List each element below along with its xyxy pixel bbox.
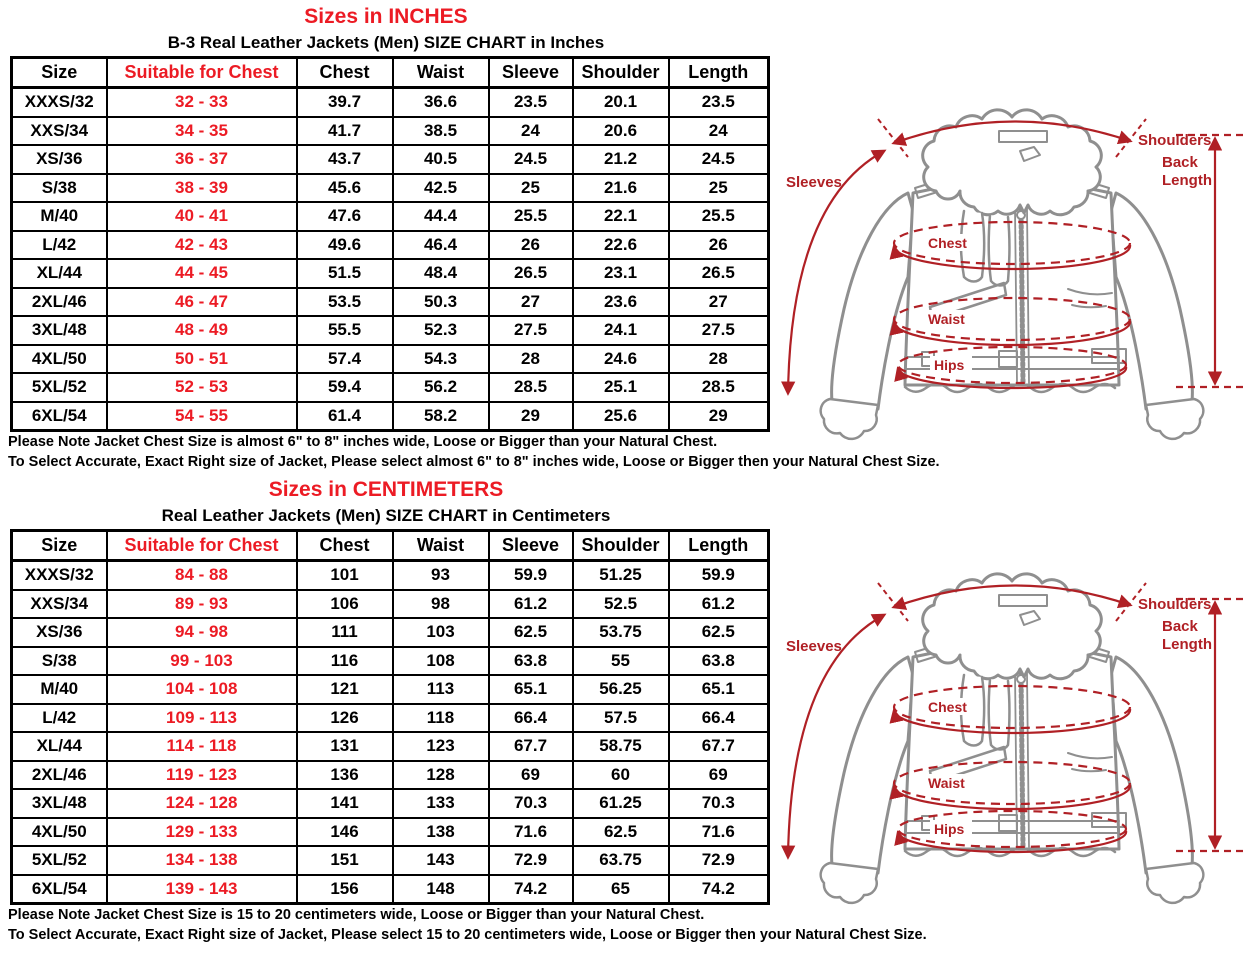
table-row bbox=[12, 288, 769, 317]
chest-label: Chest bbox=[928, 235, 967, 251]
table-row bbox=[12, 675, 769, 704]
table-row bbox=[12, 145, 769, 174]
col-header-shoulder: Shoulder bbox=[573, 531, 669, 561]
table-row bbox=[12, 402, 769, 431]
measure-cell: 25.6 bbox=[573, 402, 669, 431]
size-cell: S/38 bbox=[12, 174, 107, 203]
col-header-sleeve: Sleeve bbox=[489, 531, 573, 561]
measure-cell: 71.6 bbox=[489, 818, 573, 847]
table-row bbox=[12, 590, 769, 619]
col-header-size: Size bbox=[12, 58, 107, 88]
back-length-label-2: Length bbox=[1162, 172, 1212, 189]
table-row bbox=[12, 561, 769, 590]
size-cell: 3XL/48 bbox=[12, 316, 107, 345]
table-row bbox=[12, 373, 769, 402]
table-row bbox=[12, 732, 769, 761]
col-header-waist: Waist bbox=[393, 531, 489, 561]
hips-label: Hips bbox=[934, 821, 965, 837]
measure-cell: 146 bbox=[297, 818, 393, 847]
measure-cell: 108 bbox=[393, 647, 489, 676]
col-header-sleeve: Sleeve bbox=[489, 58, 573, 88]
suitable-chest-cell: 38 - 39 bbox=[107, 174, 297, 203]
size-cell: XXXS/32 bbox=[12, 88, 107, 117]
suitable-chest-cell: 104 - 108 bbox=[107, 675, 297, 704]
inches-subtitle: B-3 Real Leather Jackets (Men) SIZE CHART in Inches bbox=[167, 33, 605, 52]
measure-cell: 93 bbox=[393, 561, 489, 590]
measure-cell: 24 bbox=[669, 117, 769, 146]
size-cell: 2XL/46 bbox=[12, 761, 107, 790]
measure-cell: 98 bbox=[393, 590, 489, 619]
suitable-chest-cell: 40 - 41 bbox=[107, 202, 297, 231]
measure-cell: 74.2 bbox=[489, 875, 573, 904]
measure-cell: 28.5 bbox=[489, 373, 573, 402]
measure-cell: 23.5 bbox=[489, 88, 573, 117]
cm-note-1: Please Note Jacket Chest Size is 15 to 20 centimeters wide, Loose or Bigger than your Natural Chest. bbox=[8, 907, 705, 923]
suitable-chest-cell: 32 - 33 bbox=[107, 88, 297, 117]
measure-cell: 27.5 bbox=[669, 316, 769, 345]
jacket-measurement-diagram bbox=[772, 557, 1247, 909]
measure-cell: 65 bbox=[573, 875, 669, 904]
cm-note-2: To Select Accurate, Exact Right size of Jacket, Please select 15 to 20 centimeters wide, Loose or Bigger then your Natural Chest Size. bbox=[8, 927, 927, 943]
back-length-label-2: Length bbox=[1162, 636, 1212, 653]
suitable-chest-cell: 34 - 35 bbox=[107, 117, 297, 146]
measure-cell: 23.6 bbox=[573, 288, 669, 317]
table-row bbox=[12, 704, 769, 733]
col-header-length: Length bbox=[669, 531, 769, 561]
measure-cell: 65.1 bbox=[489, 675, 573, 704]
measure-cell: 20.6 bbox=[573, 117, 669, 146]
inches-title: Sizes in INCHES bbox=[304, 5, 468, 28]
measure-cell: 24.5 bbox=[669, 145, 769, 174]
size-cell: 3XL/48 bbox=[12, 789, 107, 818]
measure-cell: 70.3 bbox=[669, 789, 769, 818]
table-header-row bbox=[12, 531, 769, 561]
suitable-chest-cell: 119 - 123 bbox=[107, 761, 297, 790]
measure-cell: 58.2 bbox=[393, 402, 489, 431]
table-row bbox=[12, 761, 769, 790]
measure-cell: 138 bbox=[393, 818, 489, 847]
table-row bbox=[12, 789, 769, 818]
measure-cell: 51.5 bbox=[297, 259, 393, 288]
measure-cell: 74.2 bbox=[669, 875, 769, 904]
measure-cell: 121 bbox=[297, 675, 393, 704]
measure-cell: 67.7 bbox=[669, 732, 769, 761]
suitable-chest-cell: 139 - 143 bbox=[107, 875, 297, 904]
measure-cell: 61.25 bbox=[573, 789, 669, 818]
measure-cell: 25.5 bbox=[669, 202, 769, 231]
size-cell: XXS/34 bbox=[12, 590, 107, 619]
size-cell: M/40 bbox=[12, 675, 107, 704]
measure-cell: 42.5 bbox=[393, 174, 489, 203]
measure-cell: 27.5 bbox=[489, 316, 573, 345]
measure-cell: 62.5 bbox=[669, 618, 769, 647]
measure-cell: 126 bbox=[297, 704, 393, 733]
measure-cell: 72.9 bbox=[489, 846, 573, 875]
measure-cell: 63.8 bbox=[669, 647, 769, 676]
back-length-label-1: Back bbox=[1162, 618, 1198, 635]
measure-cell: 28 bbox=[669, 345, 769, 374]
measure-cell: 72.9 bbox=[669, 846, 769, 875]
measure-cell: 46.4 bbox=[393, 231, 489, 260]
col-header-size: Size bbox=[12, 531, 107, 561]
measure-cell: 62.5 bbox=[573, 818, 669, 847]
size-cell: XS/36 bbox=[12, 145, 107, 174]
size-cell: XXS/34 bbox=[12, 117, 107, 146]
table-row bbox=[12, 647, 769, 676]
suitable-chest-cell: 129 - 133 bbox=[107, 818, 297, 847]
shoulders-label: Shoulders bbox=[1138, 132, 1212, 149]
measure-cell: 61.2 bbox=[669, 590, 769, 619]
measure-cell: 156 bbox=[297, 875, 393, 904]
measure-cell: 59.9 bbox=[489, 561, 573, 590]
table-row bbox=[12, 202, 769, 231]
measure-cell: 26 bbox=[489, 231, 573, 260]
measure-cell: 20.1 bbox=[573, 88, 669, 117]
suitable-chest-cell: 134 - 138 bbox=[107, 846, 297, 875]
measure-cell: 40.5 bbox=[393, 145, 489, 174]
measure-cell: 61.4 bbox=[297, 402, 393, 431]
measure-cell: 101 bbox=[297, 561, 393, 590]
suitable-chest-cell: 44 - 45 bbox=[107, 259, 297, 288]
measure-cell: 71.6 bbox=[669, 818, 769, 847]
measure-cell: 69 bbox=[489, 761, 573, 790]
measure-cell: 58.75 bbox=[573, 732, 669, 761]
measure-cell: 21.6 bbox=[573, 174, 669, 203]
suitable-chest-cell: 84 - 88 bbox=[107, 561, 297, 590]
measure-cell: 24 bbox=[489, 117, 573, 146]
measure-cell: 26.5 bbox=[489, 259, 573, 288]
measure-cell: 116 bbox=[297, 647, 393, 676]
measure-cell: 44.4 bbox=[393, 202, 489, 231]
measure-cell: 25 bbox=[669, 174, 769, 203]
measure-cell: 55 bbox=[573, 647, 669, 676]
sleeves-label: Sleeves bbox=[786, 638, 842, 655]
suitable-chest-cell: 52 - 53 bbox=[107, 373, 297, 402]
waist-label: Waist bbox=[928, 775, 965, 791]
measure-cell: 26.5 bbox=[669, 259, 769, 288]
measure-cell: 36.6 bbox=[393, 88, 489, 117]
measure-cell: 123 bbox=[393, 732, 489, 761]
measure-cell: 57.4 bbox=[297, 345, 393, 374]
table-row bbox=[12, 259, 769, 288]
measure-cell: 66.4 bbox=[489, 704, 573, 733]
measure-cell: 143 bbox=[393, 846, 489, 875]
measure-cell: 136 bbox=[297, 761, 393, 790]
suitable-chest-cell: 42 - 43 bbox=[107, 231, 297, 260]
sleeves-label: Sleeves bbox=[786, 174, 842, 191]
measure-cell: 151 bbox=[297, 846, 393, 875]
size-chart-inches-table bbox=[10, 56, 770, 432]
shoulders-label: Shoulders bbox=[1138, 596, 1212, 613]
measure-cell: 21.2 bbox=[573, 145, 669, 174]
inches-section bbox=[0, 4, 940, 472]
measure-cell: 128 bbox=[393, 761, 489, 790]
measure-cell: 23.1 bbox=[573, 259, 669, 288]
measure-cell: 133 bbox=[393, 789, 489, 818]
size-cell: M/40 bbox=[12, 202, 107, 231]
measure-cell: 59.9 bbox=[669, 561, 769, 590]
measure-cell: 52.3 bbox=[393, 316, 489, 345]
measure-cell: 62.5 bbox=[489, 618, 573, 647]
waist-label: Waist bbox=[928, 311, 965, 327]
size-cell: 5XL/52 bbox=[12, 846, 107, 875]
measure-cell: 53.75 bbox=[573, 618, 669, 647]
measure-cell: 50.3 bbox=[393, 288, 489, 317]
measure-cell: 49.6 bbox=[297, 231, 393, 260]
chest-label: Chest bbox=[928, 699, 967, 715]
inches-note-1: Please Note Jacket Chest Size is almost 6" to 8" inches wide, Loose or Bigger than your Natural Chest. bbox=[8, 434, 718, 450]
measure-cell: 55.5 bbox=[297, 316, 393, 345]
measure-cell: 47.6 bbox=[297, 202, 393, 231]
measure-cell: 25 bbox=[489, 174, 573, 203]
measure-cell: 70.3 bbox=[489, 789, 573, 818]
measure-cell: 61.2 bbox=[489, 590, 573, 619]
suitable-chest-cell: 46 - 47 bbox=[107, 288, 297, 317]
suitable-chest-cell: 99 - 103 bbox=[107, 647, 297, 676]
inches-note-2: To Select Accurate, Exact Right size of Jacket, Please select almost 6" to 8" inches wide, Loose or Bigger then your Natural Chest Size. bbox=[8, 454, 940, 470]
size-cell: 5XL/52 bbox=[12, 373, 107, 402]
jacket-sketch bbox=[821, 110, 1204, 439]
measure-cell: 53.5 bbox=[297, 288, 393, 317]
size-cell: XL/44 bbox=[12, 259, 107, 288]
col-header-chest: Chest bbox=[297, 531, 393, 561]
measure-cell: 39.7 bbox=[297, 88, 393, 117]
suitable-chest-cell: 36 - 37 bbox=[107, 145, 297, 174]
col-header-shoulder: Shoulder bbox=[573, 58, 669, 88]
measure-cell: 65.1 bbox=[669, 675, 769, 704]
measure-cell: 103 bbox=[393, 618, 489, 647]
measure-cell: 60 bbox=[573, 761, 669, 790]
table-row bbox=[12, 818, 769, 847]
suitable-chest-cell: 89 - 93 bbox=[107, 590, 297, 619]
suitable-chest-cell: 50 - 51 bbox=[107, 345, 297, 374]
measure-cell: 27 bbox=[669, 288, 769, 317]
table-row bbox=[12, 231, 769, 260]
table-row bbox=[12, 875, 769, 904]
back-length-label-1: Back bbox=[1162, 154, 1198, 171]
hips-label: Hips bbox=[934, 357, 965, 373]
suitable-chest-cell: 114 - 118 bbox=[107, 732, 297, 761]
size-cell: XS/36 bbox=[12, 618, 107, 647]
table-row bbox=[12, 88, 769, 117]
measure-cell: 41.7 bbox=[297, 117, 393, 146]
col-header-length: Length bbox=[669, 58, 769, 88]
measure-cell: 59.4 bbox=[297, 373, 393, 402]
size-cell: 6XL/54 bbox=[12, 402, 107, 431]
suitable-chest-cell: 94 - 98 bbox=[107, 618, 297, 647]
size-cell: L/42 bbox=[12, 231, 107, 260]
table-row bbox=[12, 846, 769, 875]
measure-cell: 63.8 bbox=[489, 647, 573, 676]
jacket-sketch bbox=[821, 574, 1204, 903]
table-row bbox=[12, 316, 769, 345]
size-cell: 2XL/46 bbox=[12, 288, 107, 317]
measure-cell: 51.25 bbox=[573, 561, 669, 590]
measure-cell: 29 bbox=[669, 402, 769, 431]
size-cell: 6XL/54 bbox=[12, 875, 107, 904]
cm-subtitle: Real Leather Jackets (Men) SIZE CHART in Centimeters bbox=[161, 506, 611, 525]
measure-cell: 141 bbox=[297, 789, 393, 818]
measure-cell: 56.25 bbox=[573, 675, 669, 704]
size-chart-cm-table bbox=[10, 529, 770, 905]
measure-cell: 111 bbox=[297, 618, 393, 647]
measure-cell: 29 bbox=[489, 402, 573, 431]
measure-cell: 106 bbox=[297, 590, 393, 619]
measure-cell: 28.5 bbox=[669, 373, 769, 402]
measure-cell: 63.75 bbox=[573, 846, 669, 875]
size-cell: 4XL/50 bbox=[12, 345, 107, 374]
measure-cell: 48.4 bbox=[393, 259, 489, 288]
measure-cell: 148 bbox=[393, 875, 489, 904]
table-row bbox=[12, 117, 769, 146]
measure-cell: 24.1 bbox=[573, 316, 669, 345]
measure-cell: 26 bbox=[669, 231, 769, 260]
measure-cell: 25.1 bbox=[573, 373, 669, 402]
measure-cell: 38.5 bbox=[393, 117, 489, 146]
measure-cell: 27 bbox=[489, 288, 573, 317]
measure-cell: 25.5 bbox=[489, 202, 573, 231]
table-row bbox=[12, 345, 769, 374]
col-header-chest: Chest bbox=[297, 58, 393, 88]
size-cell: S/38 bbox=[12, 647, 107, 676]
table-header-row bbox=[12, 58, 769, 88]
suitable-chest-cell: 48 - 49 bbox=[107, 316, 297, 345]
measure-cell: 66.4 bbox=[669, 704, 769, 733]
measure-cell: 23.5 bbox=[669, 88, 769, 117]
col-header-suitable-chest: Suitable for Chest bbox=[107, 531, 297, 561]
measure-cell: 22.1 bbox=[573, 202, 669, 231]
measure-cell: 67.7 bbox=[489, 732, 573, 761]
measure-cell: 52.5 bbox=[573, 590, 669, 619]
measure-cell: 56.2 bbox=[393, 373, 489, 402]
measure-cell: 43.7 bbox=[297, 145, 393, 174]
measure-cell: 45.6 bbox=[297, 174, 393, 203]
measure-cell: 24.6 bbox=[573, 345, 669, 374]
size-cell: L/42 bbox=[12, 704, 107, 733]
measure-cell: 69 bbox=[669, 761, 769, 790]
suitable-chest-cell: 109 - 113 bbox=[107, 704, 297, 733]
suitable-chest-cell: 54 - 55 bbox=[107, 402, 297, 431]
size-cell: XXXS/32 bbox=[12, 561, 107, 590]
measure-cell: 54.3 bbox=[393, 345, 489, 374]
measure-cell: 28 bbox=[489, 345, 573, 374]
measure-cell: 131 bbox=[297, 732, 393, 761]
measure-cell: 22.6 bbox=[573, 231, 669, 260]
cm-title: Sizes in CENTIMETERS bbox=[268, 478, 504, 501]
measure-cell: 118 bbox=[393, 704, 489, 733]
col-header-suitable-chest: Suitable for Chest bbox=[107, 58, 297, 88]
size-cell: XL/44 bbox=[12, 732, 107, 761]
table-row bbox=[12, 618, 769, 647]
col-header-waist: Waist bbox=[393, 58, 489, 88]
size-cell: 4XL/50 bbox=[12, 818, 107, 847]
table-row bbox=[12, 174, 769, 203]
suitable-chest-cell: 124 - 128 bbox=[107, 789, 297, 818]
centimeters-section bbox=[0, 477, 927, 945]
measure-cell: 113 bbox=[393, 675, 489, 704]
measure-cell: 24.5 bbox=[489, 145, 573, 174]
measure-cell: 57.5 bbox=[573, 704, 669, 733]
jacket-measurement-diagram bbox=[772, 93, 1247, 445]
